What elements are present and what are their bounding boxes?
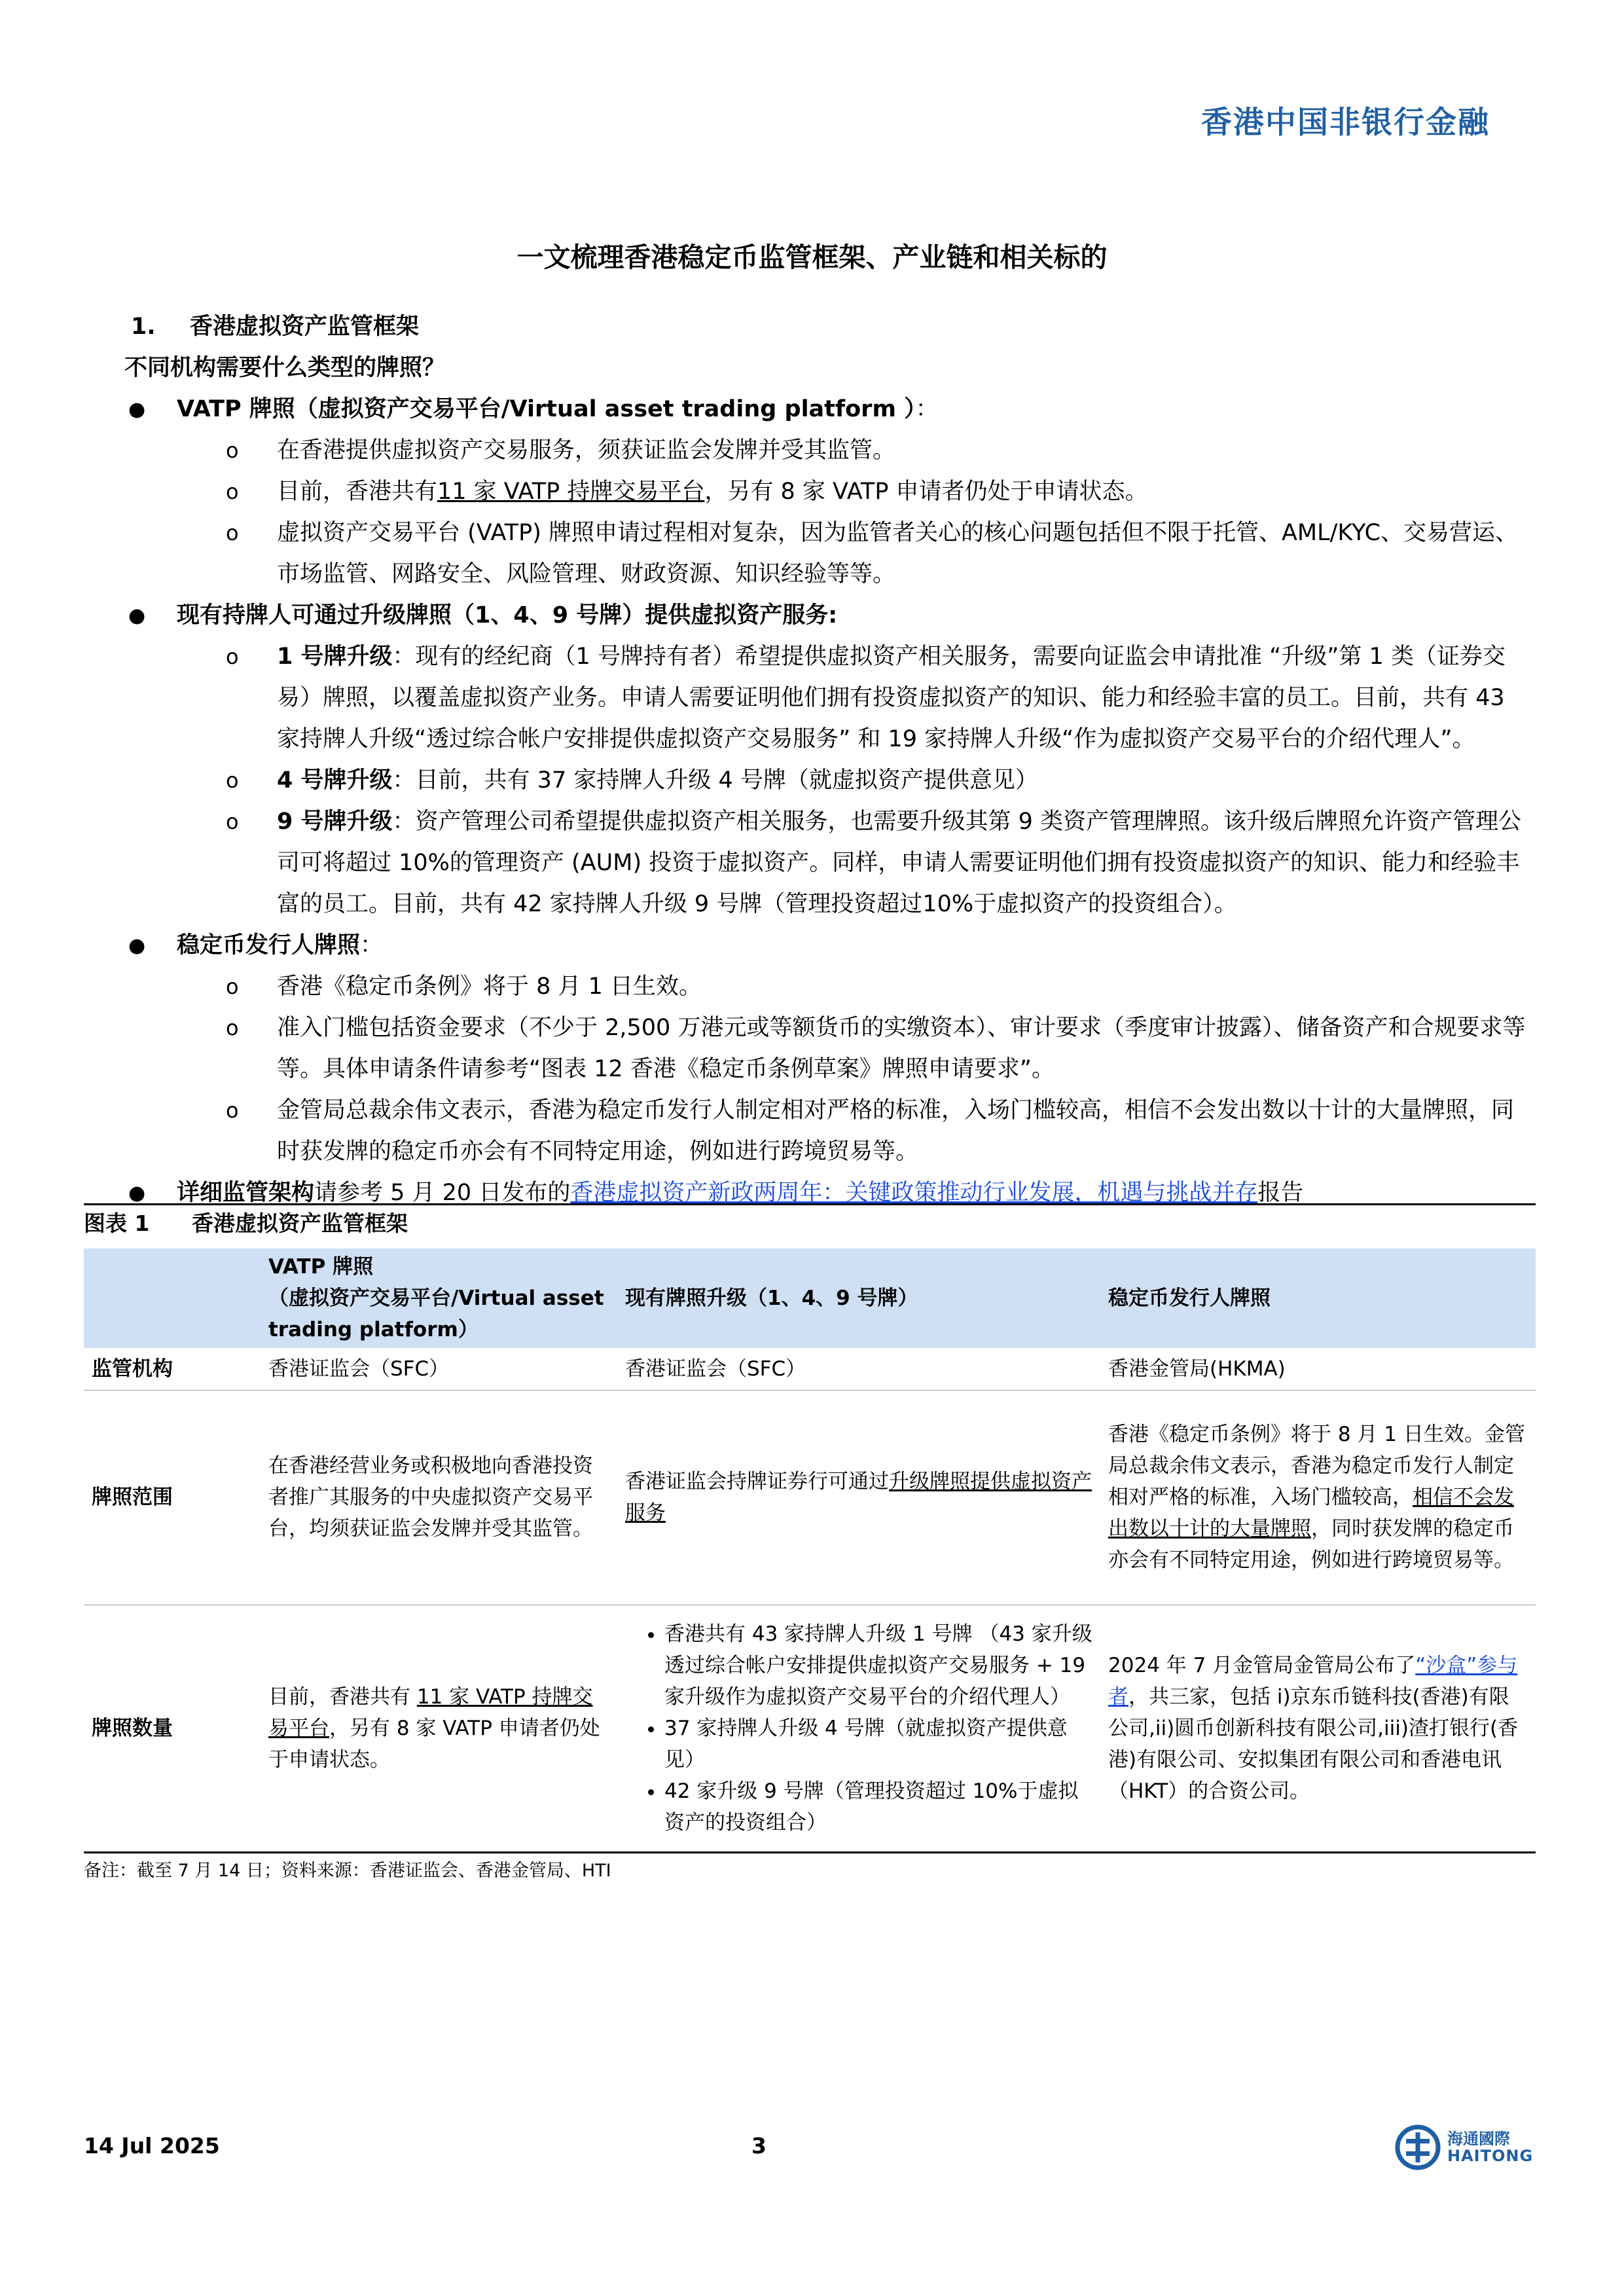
table-cell: 香港证监会持牌证券行可通过升级牌照提供虚拟资产服务	[625, 1470, 1092, 1525]
logo-text-cn: 海通國際	[1447, 2130, 1510, 2148]
logo-text-en: HAITONG	[1447, 2147, 1534, 2165]
table-cell: 香港金管局(HKMA)	[1108, 1357, 1286, 1381]
table-cell: 香港证监会（SFC）	[625, 1357, 806, 1381]
header-brand: 香港中国非银行金融	[1201, 105, 1490, 141]
bullet-dot-icon: ●	[128, 1182, 146, 1205]
list-item: • 37 家持牌人升级 4 号牌（就虚拟资产提供意见）	[664, 1713, 1092, 1776]
bullet-dot-icon: ●	[128, 934, 146, 957]
stablecoin-point-3: o 金管局总裁余伟文表示，香港为稳定币发行人制定相对严格的标准，入场门槛较高，相信不会发出数以十计的大量牌照，同时获发牌的稳定币亦会有不同特定用途，例如进行跨境贸易等。	[124, 1090, 1532, 1173]
circle-bullet-icon: o	[226, 644, 239, 669]
circle-bullet-icon: o	[226, 479, 239, 504]
stablecoin-point-2: o 准入门槛包括资金要求（不少于 2,500 万港元或等额货币的实缴资本）、审计要求（季度审计披露）、储备资产和合规要求等等。具体申请条件请参考“图表 12 香港《稳定币条例草案》牌照申请要求”。	[124, 1008, 1532, 1090]
circle-bullet-icon: o	[226, 768, 239, 793]
figure-heading	[84, 1203, 1536, 1242]
upgrade-type4: o 4 号牌升级：目前，共有 37 家持牌人升级 4 号牌（就虚拟资产提供意见）	[124, 760, 1532, 801]
row-label: 牌照范围	[92, 1485, 173, 1509]
section-title: 香港虚拟资产监管框架	[190, 314, 420, 340]
section-number: 1.	[131, 314, 156, 340]
vatp-lead: VATP 牌照（虚拟资产交易平台/Virtual asset trading platform ）	[177, 396, 916, 422]
table-cell: 在香港经营业务或积极地向香港投资者推广其服务的中央虚拟资产交易平台，均须获证监会发牌并受其监管。	[268, 1454, 593, 1540]
bullet-dot-icon: ●	[128, 398, 146, 421]
list-item: • 42 家升级 9 号牌（管理投资超过 10%于虚拟资产的投资组合）	[664, 1776, 1092, 1838]
vatp-point-2: o 目前，香港共有11 家 VATP 持牌交易平台，另有 8 家 VATP 申请者仍处于申请状态。	[124, 471, 1532, 513]
bullet-detail: ● 详细监管架构请参考 5 月 20 日发布的香港虚拟资产新政两周年：关键政策推动行业发展，机遇与挑战并存报告	[124, 1173, 1532, 1214]
regulation-table	[84, 1248, 1536, 1853]
table-row	[84, 1390, 1536, 1605]
table-cell: 香港证监会（SFC）	[268, 1357, 450, 1381]
haitong-logo-icon	[1395, 2124, 1441, 2170]
vatp-point-1: o 在香港提供虚拟资产交易服务，须获证监会发牌并受其监管。	[124, 430, 1532, 471]
list-item: • 香港共有 43 家持牌人升级 1 号牌 （43 家升级透过综合帐户安排提供虚拟资产交易服务 + 19 家升级作为虚拟资产交易平台的介绍代理人）	[664, 1618, 1092, 1713]
document-title: 一文梳理香港稳定币监管框架、产业链和相关标的	[516, 242, 1108, 273]
bullet-dot-icon: ●	[128, 604, 146, 627]
circle-bullet-icon: o	[226, 1098, 239, 1123]
upgrade-count-list	[625, 1618, 1092, 1838]
bullet-vatp	[124, 389, 1532, 430]
bullet-upgrade	[124, 595, 1532, 636]
detail-lead: 详细监管架构	[177, 1180, 315, 1206]
row-label: 牌照数量	[92, 1716, 173, 1740]
table-header-row	[84, 1248, 1536, 1348]
header-vatp: VATP 牌照 （虚拟资产交易平台/Virtual asset trading platform）	[261, 1248, 617, 1348]
main-content	[124, 306, 1532, 1214]
circle-bullet-icon: o	[226, 1015, 239, 1040]
table-cell: 2024 年 7 月金管局金管局公布了“沙盒”参与者，共三家，包括 i)京东币链科技(香港)有限公司,ii)圆币创新科技有限公司,iii)渣打银行(香港)有限公司、安拟集团有限公司和香港电讯（HKT）的合资公司。	[1108, 1653, 1519, 1803]
table-row	[84, 1605, 1536, 1852]
figure-title: 香港虚拟资产监管框架	[192, 1211, 408, 1236]
header-upgrade: 现有牌照升级（1、4、9 号牌）	[617, 1248, 1100, 1348]
row-label: 监管机构	[92, 1357, 173, 1381]
upgrade-type1: o 1 号牌升级：现有的经纪商（1 号牌持有者）希望提供虚拟资产相关服务，需要向证监会申请批准 “升级”第 1 类（证券交易）牌照，以覆盖虚拟资产业务。申请人需要证明他们拥有投资虚拟资产的知识、能力和经验丰富的员工。目前，共有 43 家持牌人升级“透过综合帐户安排提供虚拟资产交易服务” 和 19 家持牌人升级“作为虚拟资产交易平台的介绍代理人”。	[124, 636, 1532, 760]
stablecoin-lead: 稳定币发行人牌照	[177, 932, 361, 958]
haitong-logo	[1395, 2124, 1534, 2170]
figure-label: 图表 1	[84, 1211, 150, 1236]
table-cell: 香港《稳定币条例》将于 8 月 1 日生效。金管局总裁余伟文表示，香港为稳定币发行人制定相对严格的标准，入场门槛较高，相信不会发出数以十计的大量牌照，同时获发牌的稳定币亦会有不同特定用途，例如进行跨境贸易等。	[1108, 1423, 1525, 1572]
table-cell	[617, 1605, 1100, 1852]
upgrade-lead: 现有持牌人可通过升级牌照（1、4、9 号牌）提供虚拟资产服务:	[177, 602, 838, 629]
table-row	[84, 1348, 1536, 1390]
page-number: 3	[751, 2133, 767, 2159]
section-question: 不同机构需要什么类型的牌照？	[124, 355, 446, 381]
upgrade-type9: o 9 号牌升级：资产管理公司希望提供虚拟资产相关服务，也需要升级其第 9 类资产管理牌照。该升级后牌照允许资产管理公司可将超过 10%的管理资产 (AUM) 投资于虚拟资产。同样，申请人需要证明他们拥有投资虚拟资产的知识、能力和经验丰富的员工。目前，共有 42 家持牌人升级 9 号牌（管理投资超过10%于虚拟资产的投资组合）。	[124, 801, 1532, 925]
header-empty	[84, 1248, 261, 1348]
vatp-point-3: o 虚拟资产交易平台 (VATP) 牌照申请过程相对复杂，因为监管者关心的核心问题包括但不限于托管、AML/KYC、交易营运、市场监管、网路安全、风险管理、财政资源、知识经验等等。	[124, 513, 1532, 595]
circle-bullet-icon: o	[226, 520, 239, 545]
bullet-stablecoin: ● 稳定币发行人牌照：	[124, 925, 1532, 966]
circle-bullet-icon: o	[226, 809, 239, 834]
sandbox-link[interactable]: “沙盒”参与者	[1108, 1653, 1518, 1709]
figure-note: 备注：截至 7 月 14 日；资料来源：香港证监会、香港金管局、HTI	[84, 1861, 611, 1881]
section-heading	[124, 306, 1532, 348]
stablecoin-point-1: o 香港《稳定币条例》将于 8 月 1 日生效。	[124, 966, 1532, 1008]
circle-bullet-icon: o	[226, 974, 239, 999]
header-stablecoin: 稳定币发行人牌照	[1100, 1248, 1536, 1348]
table-cell: 目前，香港共有 11 家 VATP 持牌交易平台，另有 8 家 VATP 申请者仍处于申请状态。	[268, 1685, 600, 1772]
footer-date: 14 Jul 2025	[84, 2133, 220, 2159]
vatp-count-text: 11 家 VATP 持牌交易平台	[437, 479, 705, 505]
report-link[interactable]: 香港虚拟资产新政两周年：关键政策推动行业发展，机遇与挑战并存	[570, 1180, 1258, 1206]
circle-bullet-icon: o	[226, 438, 239, 463]
vatp-colon: ：	[915, 396, 939, 422]
